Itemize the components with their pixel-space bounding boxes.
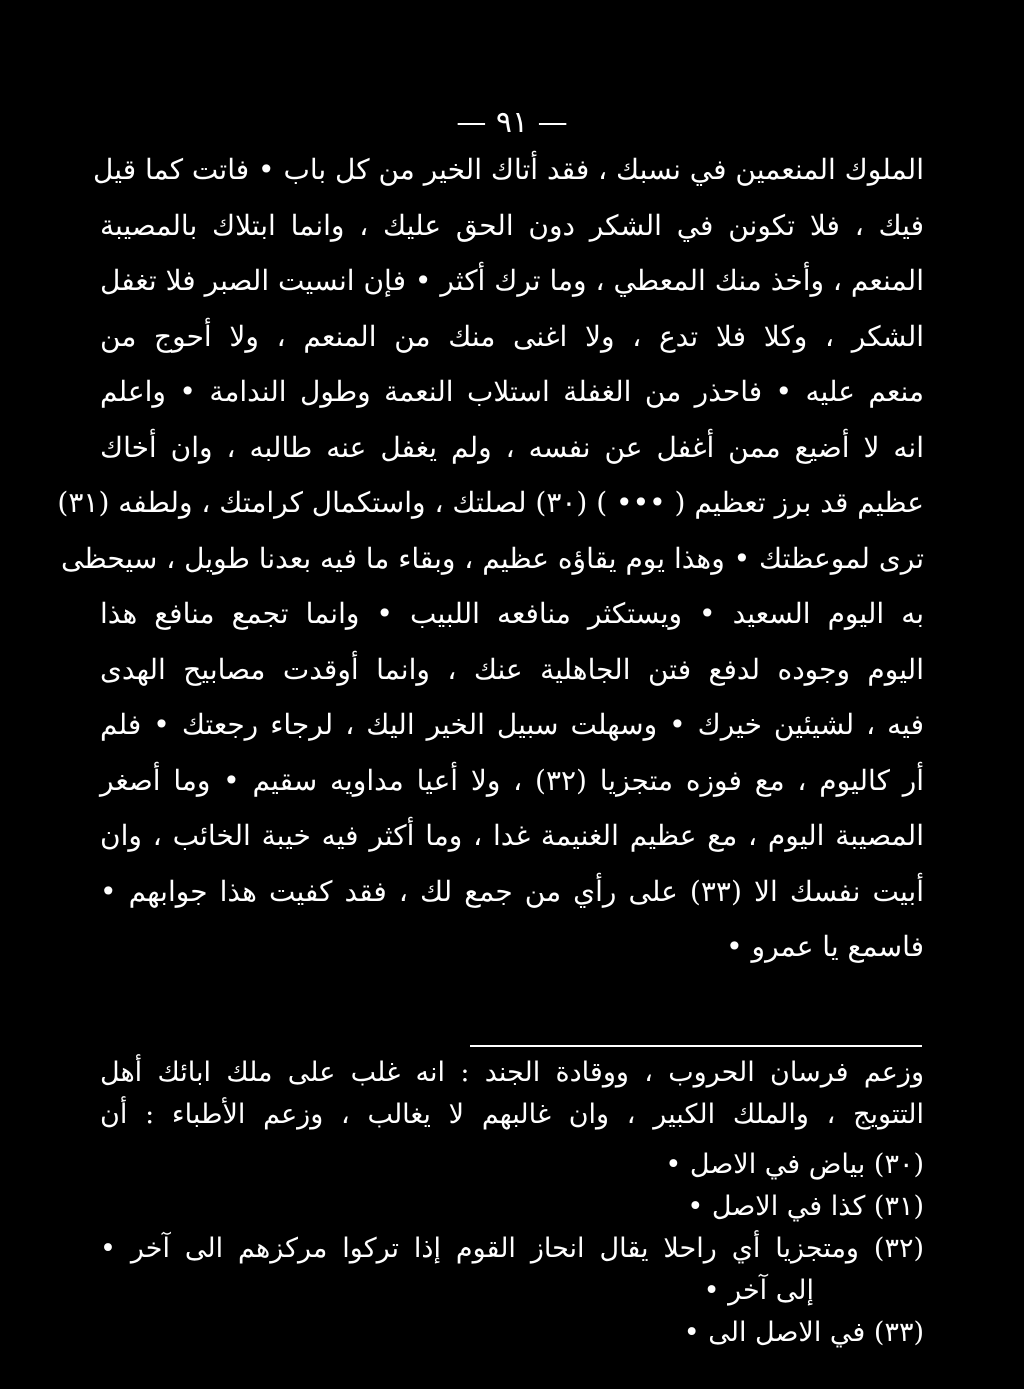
page-number: — ٩١ — — [456, 105, 568, 140]
body-line: عظيم قد برز تعظيم ( ••• ) (٣٠) لصلتك ، واستكمال كرامتك ، ولطفه (٣١) — [57, 486, 924, 519]
footnote-line: (٣٢) ومتجزيا أي راحلا يقال انحاز القوم إذا تركوا مركزهم الى آخر • — [100, 1233, 924, 1264]
body-line: فيك ، فلا تكونن في الشكر دون الحق عليك ، وانما ابتلاك بالمصيبة — [100, 208, 924, 242]
footnote-line: (٣١) كذا في الاصل • — [687, 1191, 924, 1222]
footnotes — [100, 1052, 924, 1354]
body-line: المصيبة اليوم ، مع عظيم الغنيمة غدا ، وما أكثر فيه خيبة الخائب ، وان — [100, 819, 924, 852]
footnote-line: (٣٠) بياض في الاصل • — [665, 1149, 924, 1180]
body-line: أبيت نفسك الا (٣٣) على رأي من جمع لك ، فقد كفيت هذا جوابهم • — [100, 874, 925, 908]
body-line: الشكر ، وكلا فلا تدع ، ولا اغنى منك من المنعم ، ولا أحوج من — [100, 319, 924, 353]
body-text — [57, 142, 925, 975]
footnote-line: وزعم فرسان الحروب ، ووقادة الجند : انه غلب على ملك ابائك أهل — [100, 1057, 924, 1088]
body-line: ترى لموعظتك • وهذا يوم يقاؤه عظيم ، وبقاء ما فيه بعدنا طويل ، سيحظى — [61, 541, 924, 575]
body-line: الملوك المنعمين في نسبك ، فقد أتاك الخير من كل باب • فاتت كما قيل — [93, 153, 924, 186]
footnote-line: إلى آخر • — [703, 1275, 814, 1306]
body-line: منعم عليه • فاحذر من الغفلة استلاب النعمة وطول الندامة • واعلم — [100, 375, 924, 408]
body-line: فيه ، لشيئين خيرك • وسهلت سبيل الخير اليك ، لرجاء رجعتك • فلم — [100, 708, 924, 741]
footnote-line: (٣٣) في الاصل الى • — [683, 1317, 924, 1348]
body-line: به اليوم السعيد • ويستكثر منافعه اللبيب • وانما تجمع منافع هذا — [100, 597, 924, 630]
footnote-line: التتويج ، والملك الكبير ، وان غالبهم لا يغالب ، وزعم الأطباء : أن — [100, 1099, 924, 1130]
body-line: اليوم وجوده لدفع فتن الجاهلية عنك ، وانما أوقدت مصابيح الهدى — [100, 652, 924, 686]
body-line: انه لا أضيع ممن أغفل عن نفسه ، ولم يغفل عنه طالبه ، وان أخاك — [100, 430, 924, 464]
body-line: أر كاليوم ، مع فوزه متجزيا (٣٢) ، ولا أعيا مداويه سقيم • وما أصغر — [100, 763, 924, 797]
body-line: فاسمع يا عمرو • — [726, 930, 924, 963]
body-line: المنعم ، وأخذ منك المعطي ، وما ترك أكثر • فإن انسيت الصبر فلا تغفل — [100, 264, 924, 297]
footnote-separator — [470, 1045, 922, 1047]
